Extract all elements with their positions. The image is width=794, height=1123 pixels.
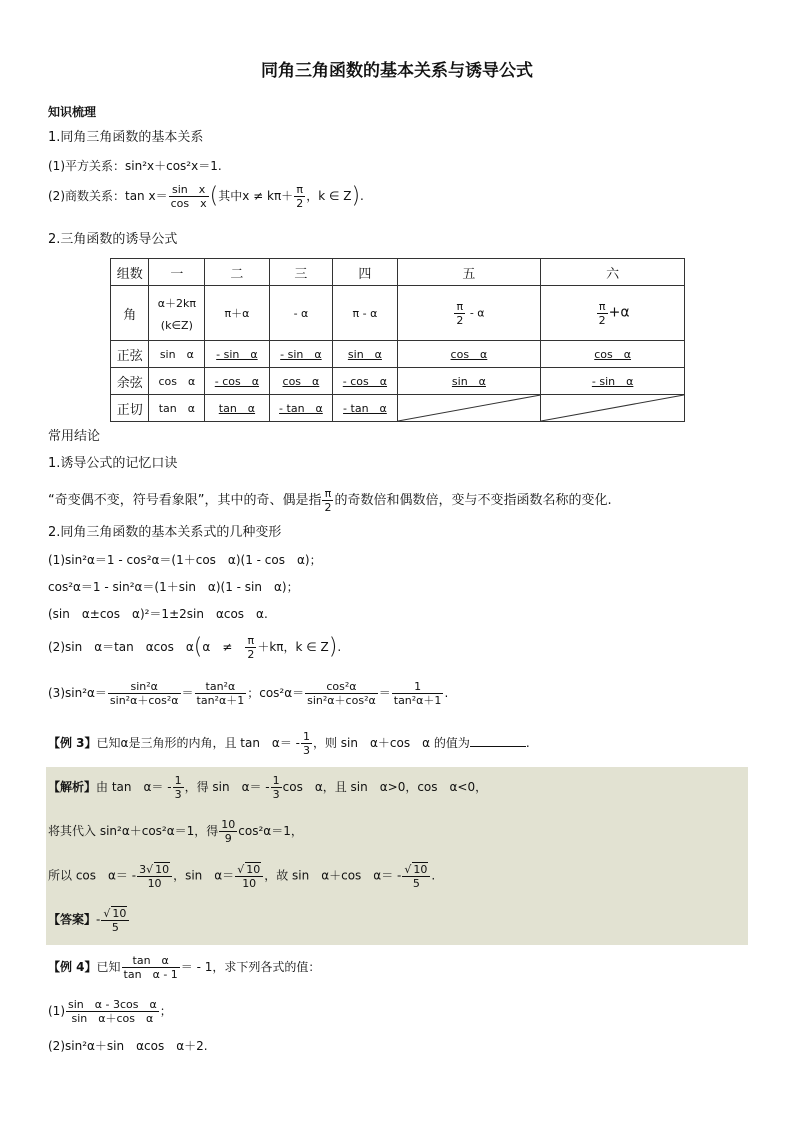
induction-formula-table (110, 258, 685, 422)
mnemonic-text: “奇变偶不变，符号看象限”，其中的奇、偶是指 $\frac{\pi}{2}$ 的奇数倍和偶数倍，变与不变指函数名称的变化. (48, 487, 612, 514)
formula-4: (2)sin α＝tan αcos α(α ≠ $\frac{\pi}{2}$ ＋kπ，k ∈ Z). (48, 634, 342, 661)
section-heading-knowledge: 知识梳理 (48, 105, 97, 119)
answer-blank (470, 734, 526, 747)
formula-2: cos²α＝1 - sin²α＝(1＋sin α)(1 - sin α)； (48, 580, 299, 594)
empty-diagonal-cell (541, 395, 685, 422)
table-row-sine: 正弦 sin α - sin α - sin α sin α cos α cos α (111, 341, 685, 368)
solution-line-2: 将其代入 sin²α＋cos²α＝1，得 $\frac{10}{9}$ cos²α＝1， (48, 818, 303, 845)
formula-1: (1)sin²α＝1 - cos²α＝(1＋cos α)(1 - cos α)； (48, 553, 322, 567)
formula-5: (3)sin²α＝ $\frac{\text{sin²α}}{\text{sin²α＋cos²α}}$ ＝ $\frac{\text{tan²α}}{\text{tan²α＋1}}$ ；cos²α＝ $\frac{\text{cos²α}}{\text{sin²α＋cos²α}}$ ＝ $\frac{1}{\text{tan²α＋1}}$ . (48, 680, 449, 707)
solution-line-3: 所以 cos α＝ - $\frac{3√ 10}{10}$ ，sin α＝ $\frac{√ 10}{10}$ ，故 sin α＋cos α＝ - $\frac{√ 10}{5}$ . (48, 863, 436, 890)
table-row-cosine: 余弦 cos α - cos α cos α - cos α sin α - sin α (111, 368, 685, 395)
item-basic-relations: 1.同角三角函数的基本关系 (48, 130, 204, 145)
example-4-part-2: (2)sin²α＋sin αcos α＋2. (48, 1039, 208, 1053)
answer-line: 【答案】- $\frac{√ 10}{5}$ (48, 906, 130, 934)
solution-line-1: 【解析】由 tan α＝ - $\frac{1}{3}$ ，得 sin α＝ - $\frac{1}{3}$ cos α，且 sin α>0，cos α<0， (48, 774, 488, 801)
example-3-question: 【例 3】已知α是三角形的内角，且 tan α＝ - $\frac{1}{3}$ ，则 sin α＋cos α 的值为 . (48, 730, 530, 757)
item-variations: 2.同角三角函数的基本关系式的几种变形 (48, 525, 282, 540)
quotient-fraction: $\frac{\text{sin x}}{\text{cos x}}$ (170, 183, 207, 210)
example-4-question: 【例 4】已知 $\frac{\text{tan α}}{\text{tan α - 1}}$ ＝ - 1，求下列各式的值： (48, 954, 321, 981)
item-mnemonic: 1.诱导公式的记忆口诀 (48, 456, 178, 471)
section-heading-conclusions: 常用结论 (48, 429, 101, 444)
empty-diagonal-cell (397, 395, 541, 422)
table-row-tangent: 正切 tan α tan α - tan α - tan α (111, 395, 685, 422)
item-induction-formulas: 2.三角函数的诱导公式 (48, 232, 178, 247)
table-header-row: 组数 一 二 三 四 五 六 (111, 259, 685, 286)
table-row-angle: 角 α＋2kπ (k∈Z) π＋α - α π - α $\frac{\pi}{2}$ - α $\frac{\pi}{2}$ +α (111, 286, 685, 341)
quotient-identity: (2)商数关系：tan x＝ $\frac{\text{sin x}}{\text{cos x}}$ (其中x ≠ kπ＋ $\frac{\pi}{2}$ ，k ∈ Z). (48, 183, 364, 210)
pythagorean-identity: (1)平方关系：sin²x＋cos²x＝1. (48, 159, 222, 173)
example-4-part-1: (1) $\frac{\text{sin α - 3cos α}}{\text{sin α＋cos α}}$ ； (48, 998, 172, 1025)
formula-3: (sin α±cos α)²＝1±2sin αcos α. (48, 607, 268, 621)
page-title: 同角三角函数的基本关系与诱导公式 (261, 61, 533, 81)
